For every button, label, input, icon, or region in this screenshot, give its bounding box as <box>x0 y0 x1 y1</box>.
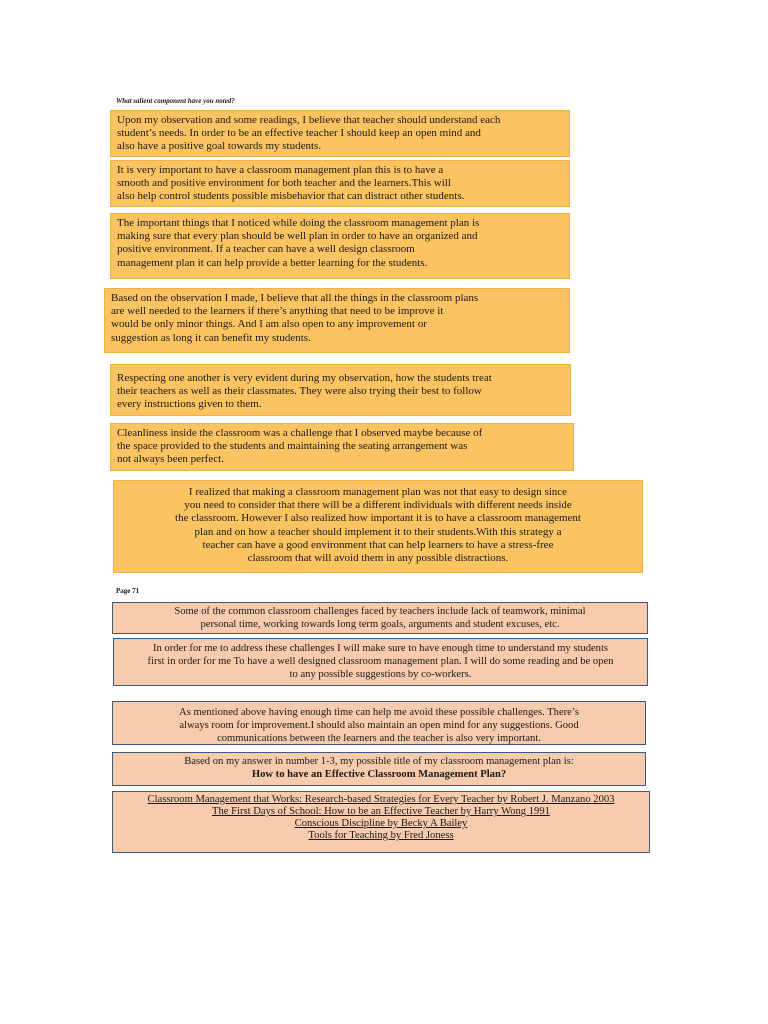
reflection-line: the space provided to the students and maintaining the seating arrangement was <box>117 440 468 453</box>
reflection-line: are well needed to the learners if there’s anything that need to be improve it <box>111 305 444 318</box>
answer-line: to any possible suggestions by co-workers. <box>289 669 472 681</box>
reflection-box-7 <box>113 480 643 573</box>
answer-line: always room for improvement.I should also maintain an open mind for any suggestions. Good <box>179 720 579 732</box>
answer-line: Some of the common classroom challenges faced by teachers include lack of teamwork, minimal <box>174 606 586 617</box>
reflection-line: you need to consider that there will be a different individuals with different needs inside <box>184 499 572 512</box>
references-box <box>112 791 650 853</box>
reflection-line: every instructions given to them. <box>117 398 262 411</box>
reflection-line: the classroom. However I also realized how important it is to have a classroom management <box>175 512 581 525</box>
reflection-line: student’s needs. In order to be an effective teacher I should keep an open mind and <box>117 127 481 140</box>
reflection-line: smooth and positive environment for both teacher and the learners.This will <box>117 177 451 190</box>
reflection-line: classroom that will avoid them in any possible distractions. <box>247 552 509 565</box>
answer-box-3 <box>112 701 646 745</box>
reflection-line: Based on the observation I made, I believe that all the things in the classroom plans <box>111 292 479 304</box>
reflection-box-2 <box>110 160 570 207</box>
reflection-box-6 <box>110 423 574 471</box>
reflection-line: also help control students possible misbehavior that can distract other students. <box>117 190 465 203</box>
reflection-line: plan and on how a teacher should implement it to their students.With this strategy a <box>194 525 562 538</box>
reflection-line: I realized that making a classroom management plan was not that easy to design since <box>188 486 568 498</box>
reflection-line: It is very important to have a classroom management plan this is to have a <box>117 164 444 176</box>
answer-line: personal time, working towards long term goals, arguments and student excuses, etc. <box>200 619 560 631</box>
reflection-box-1 <box>110 110 570 157</box>
reflection-line: Upon my observation and some readings, I believe that teacher should understand each <box>117 114 501 126</box>
answer-line: Based on my answer in number 1-3, my possible title of my classroom management plan is: <box>184 756 574 767</box>
answer-box-4 <box>112 752 646 786</box>
reflection-line: teacher can have a good environment that can help learners to have a stress-free <box>202 538 554 551</box>
answer-line: As mentioned above having enough time can help me avoid these possible challenges. There’s <box>179 707 579 718</box>
reflection-line: suggestion as long it can benefit my students. <box>111 331 311 344</box>
reference-item: The First Days of School: How to be an Effective Teacher by Harry Wong 1991 <box>212 806 550 817</box>
reference-item: Conscious Discipline by Becky A Bailey <box>294 818 468 829</box>
reflection-line: Respecting one another is very evident during my observation, how the students treat <box>117 372 492 384</box>
answer-line: In order for me to address these challenges I will make sure to have enough time to understand my students <box>152 643 609 654</box>
reflection-line: their teachers as well as their classmates. They were also trying their best to follow <box>117 385 482 398</box>
answer-line: first in order for me To have a well designed classroom management plan. I will do some reading and be open <box>147 656 614 668</box>
answer-box-2 <box>113 638 648 686</box>
page-label: Page 71 <box>116 587 140 595</box>
reflection-line: management plan it can help provide a better learning for the students. <box>117 256 428 269</box>
reference-item: Classroom Management that Works: Research-based Strategies for Every Teacher by Robert J. Manzano 2003 <box>147 794 615 805</box>
reflection-box-4 <box>104 288 570 353</box>
reflection-line: positive environment. If a teacher can have a well design classroom <box>117 243 415 256</box>
reflection-box-3 <box>110 213 570 279</box>
reflection-box-5 <box>110 364 571 416</box>
reflection-line: making sure that every plan should be well plan in order to have an organized and <box>117 230 478 243</box>
answer-box-1 <box>112 602 648 634</box>
question-heading: What salient component have you noted? <box>116 97 235 105</box>
plan-title: How to have an Effective Classroom Management Plan? <box>251 769 507 781</box>
reflection-line: The important things that I noticed while doing the classroom management plan is <box>117 217 480 229</box>
reflection-line: not always been perfect. <box>117 453 224 466</box>
reflection-line: Cleanliness inside the classroom was a challenge that I observed maybe because of <box>117 427 483 439</box>
reference-item: Tools for Teaching by Fred Joness <box>308 830 454 841</box>
answer-line: communications between the learners and the teacher is also very important. <box>217 733 541 745</box>
reflection-line: also have a positive goal towards my students. <box>117 140 322 153</box>
reflection-line: would be only minor things. And I am also open to any improvement or <box>111 318 427 331</box>
